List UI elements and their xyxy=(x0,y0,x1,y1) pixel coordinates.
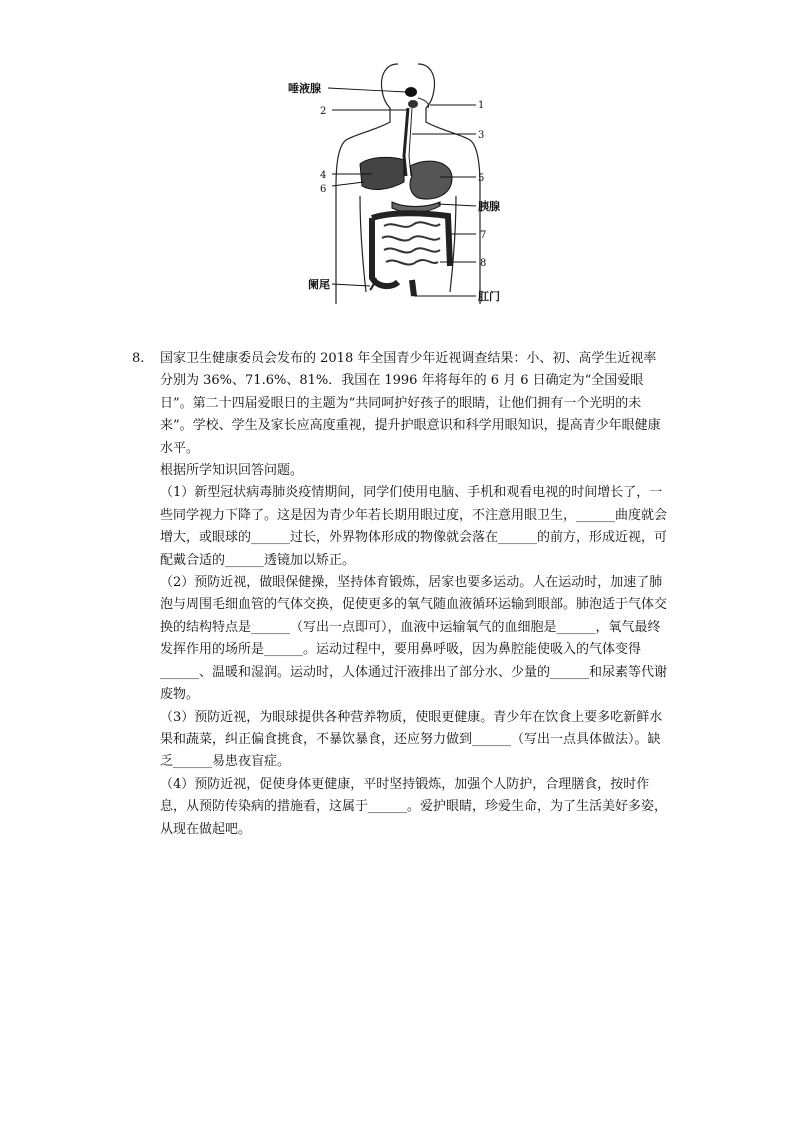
question-prompt: 根据所学知识回答问题。 xyxy=(160,463,304,479)
small-intestine xyxy=(382,222,440,264)
label-appendix: 阑尾 xyxy=(308,278,330,291)
question-number: 8. xyxy=(132,351,145,366)
mouth-region xyxy=(405,87,429,108)
esophagus xyxy=(404,108,408,176)
body-outline xyxy=(336,64,480,304)
stomach xyxy=(410,161,452,199)
question-8 xyxy=(128,348,668,841)
label-6: 6 xyxy=(320,184,327,195)
liver xyxy=(360,157,404,189)
digestive-system-diagram xyxy=(280,56,530,306)
label-2: 2 xyxy=(320,106,327,117)
label-pancreas: 胰腺 xyxy=(478,200,500,213)
leader-lines xyxy=(328,88,476,296)
question-intro: 国家卫生健康委员会发布的 2018 年全国青少年近视调查结果：小、初、高学生近视率分别为 36%、71.6%、81%．我国在 1996 年将每年的 6 月 6 日确定为“全国爱眼日”。第二十四届爱眼日的主题为“共同呵护好孩子的眼睛，让他们拥有一个光明的未来”。学校、学生及家长应高度重视，提升护眼意识和科学用眼知识，提高青少年眼健康水平。 xyxy=(160,351,661,456)
label-3: 3 xyxy=(478,130,485,141)
question-part-3: （3）预防近视，为眼球提供各种营养物质，使眼更健康。青少年在饮食上要多吃新鲜水果和蔬菜，纠正偏食挑食，不暴饮暴食，还应努力做到______（写出一点具体做法）。缺乏______易患夜盲症。 xyxy=(160,709,663,770)
label-5: 5 xyxy=(478,173,485,184)
question-part-1: （1）新型冠状病毒肺炎疫情期间，同学们使用电脑、手机和观看电视的时间增长了，一些同学视力下降了。这是因为青少年若长期用眼过度，不注意用眼卫生，______曲度就会增大，或眼球的______过长，外界物体形成的物像就会落在______的前方，形成近视，可配戴合适的______透镜加以矫正。 xyxy=(160,485,668,568)
label-1: 1 xyxy=(478,100,485,111)
label-8: 8 xyxy=(480,258,487,269)
rectum xyxy=(412,280,414,296)
question-body xyxy=(160,348,668,841)
label-anus: 肛门 xyxy=(478,290,500,303)
label-4: 4 xyxy=(320,170,327,181)
digestive-system-figure xyxy=(280,56,530,306)
question-part-2: （2）预防近视，做眼保健操，坚持体育锻炼，居家也要多运动。人在运动时，加速了肺泡与周围毛细血管的气体交换，促使更多的氧气随血液循环运输到眼部。肺泡适于气体交换的结构特点是______（写出一点即可），血液中运输氧气的血细胞是______，氧气最终发挥作用的场所是______。运动过程中，要用鼻呼吸，因为鼻腔能使吸入的气体变得______、温暖和湿润。运动时，人体通过汗液排出了部分水、少量的______和尿素等代谢废物。 xyxy=(160,575,668,703)
label-7: 7 xyxy=(480,230,487,241)
label-salivary-gland: 唾液腺 xyxy=(288,82,321,95)
question-part-4: （4）预防近视，促使身体更健康，平时坚持锻炼，加强个人防护，合理膳食，按时作息，从预防传染病的措施看，这属于______。爱护眼睛，珍爱生命，为了生活美好多姿，从现在做起吧。 xyxy=(160,776,668,837)
